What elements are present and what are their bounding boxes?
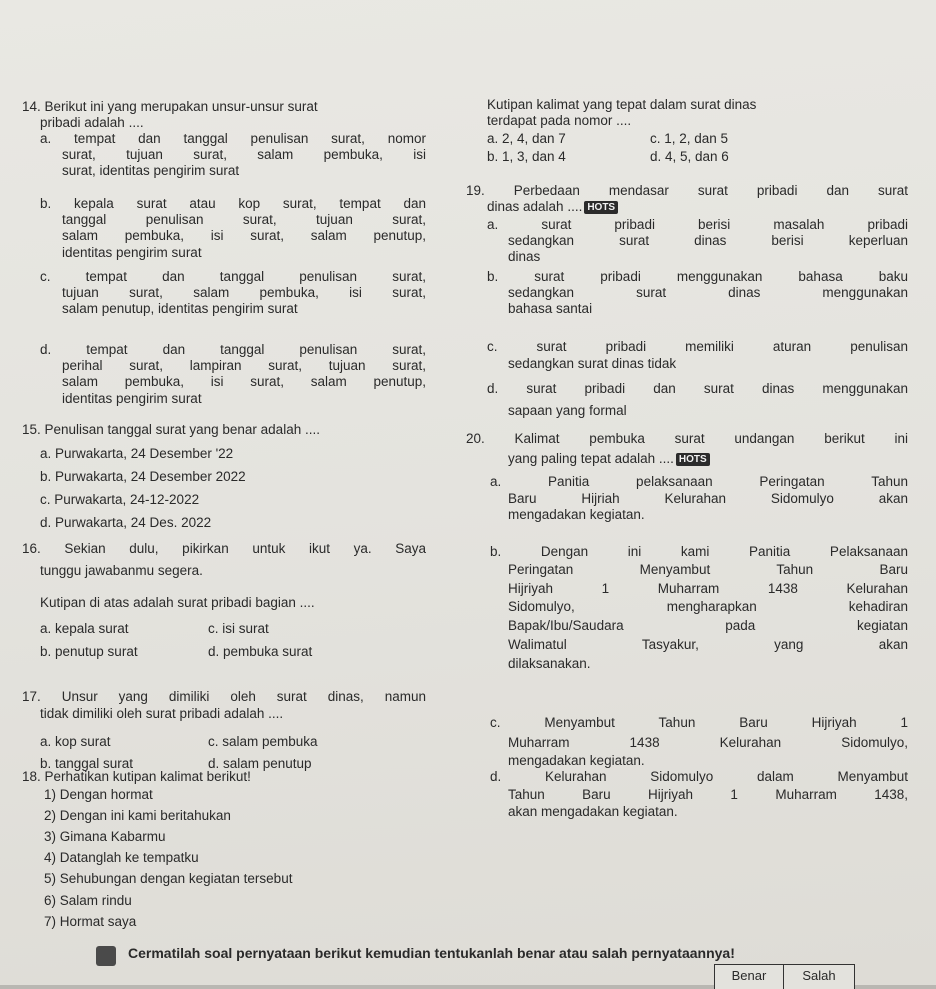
q18-option-c: c. 1, 2, dan 5	[650, 131, 729, 146]
q14-option-a-cont: surat, tujuan surat, salam pembuka, isi surat, identitas pengirim surat	[62, 147, 426, 179]
section-number-badge	[96, 946, 116, 966]
q18-item-6: 6) Salam rindu	[44, 893, 132, 908]
q15-stem: 15. Penulisan tanggal surat yang benar adalah ....	[22, 422, 320, 437]
q14-option-a: a. tempat dan tanggal penulisan surat, nomor	[40, 131, 426, 146]
q18-item-4: 4) Datanglah ke tempatku	[44, 850, 199, 865]
q20-option-c-cont: Muharram 1438 Kelurahan Sidomulyo, mengadakan kegiatan.	[508, 735, 908, 768]
q20-stem-line2: yang paling tepat adalah .... HOTS	[508, 451, 710, 467]
q15-option-d: d. Purwakarta, 24 Des. 2022	[40, 515, 212, 530]
q18-item-1: 1) Dengan hormat	[44, 787, 153, 802]
hots-badge: HOTS	[676, 453, 710, 466]
q20-option-a-cont: Baru Hijriah Kelurahan Sidomulyo akan mengadakan kegiatan.	[508, 491, 908, 523]
hots-badge: HOTS	[584, 201, 618, 214]
q20-stem: 20. Kalimat pembuka surat undangan berikut ini	[466, 431, 908, 446]
q14-stem-line1: 14. Berikut ini yang merupakan unsur-unsur surat	[22, 99, 318, 114]
q16-prompt: Kutipan di atas adalah surat pribadi bagian ....	[40, 595, 315, 610]
q19-stem-line2: dinas adalah .... HOTS	[487, 199, 618, 215]
q14-option-d-cont: perihal surat, lampiran surat, tujuan surat, salam pembuka, isi surat, salam penutup, identitas pengirim surat	[62, 358, 426, 406]
q15-option-a: a. Purwakarta, 24 Desember '22	[40, 446, 234, 461]
q17-option-b: b. tanggal surat	[40, 756, 134, 771]
q17-option-d: d. salam penutup	[208, 756, 312, 771]
q14-option-c: c. tempat dan tanggal penulisan surat,	[40, 269, 426, 284]
section-instruction: Cermatilah soal pernyataan berikut kemudian tentukanlah benar atau salah pernyataannya!	[128, 945, 735, 961]
q17-option-a: a. kop surat	[40, 734, 111, 749]
q19-option-b: b. surat pribadi menggunakan bahasa baku	[487, 269, 908, 284]
q19-option-c-cont: sedangkan surat dinas tidak	[508, 356, 677, 371]
answer-table-header	[714, 964, 855, 989]
q18-option-a: a. 2, 4, dan 7	[487, 131, 566, 146]
q19-option-d-cont: sapaan yang formal	[508, 403, 627, 418]
q18-option-d: d. 4, 5, dan 6	[650, 149, 729, 164]
q20-option-b-cont: Peringatan Menyambut Tahun Baru Hijriyah 1 Muharram 1438 Kelurahan Sidomulyo, mengharapkan kehadiran Bapak/Ibu/Saudara pada kegiatan Walimatul Tasyakur, yang akan dilaksanakan.	[508, 562, 908, 671]
q16-option-a: a. kepala surat	[40, 621, 129, 636]
q19-option-b-cont: sedangkan surat dinas menggunakan bahasa santai	[508, 285, 908, 317]
q18-item-5: 5) Sehubungan dengan kegiatan tersebut	[44, 871, 293, 886]
q19-stem: 19. Perbedaan mendasar surat pribadi dan surat	[466, 183, 908, 198]
q18-cont-line1: Kutipan kalimat yang tepat dalam surat dinas	[487, 97, 757, 112]
q17-stem: 17. Unsur yang dimiliki oleh surat dinas, namun	[22, 689, 426, 704]
q14-stem-line2: pribadi adalah ....	[40, 115, 144, 130]
q14-option-d: d. tempat dan tanggal penulisan surat,	[40, 342, 426, 357]
q18-item-7: 7) Hormat saya	[44, 914, 137, 929]
q15-option-b: b. Purwakarta, 24 Desember 2022	[40, 469, 246, 484]
q16-option-c: c. isi surat	[208, 621, 269, 636]
q19-option-a: a. surat pribadi berisi masalah pribadi	[487, 217, 908, 232]
q16-option-b: b. penutup surat	[40, 644, 138, 659]
q14-option-c-cont: tujuan surat, salam pembuka, isi surat, salam penutup, identitas pengirim surat	[62, 285, 426, 317]
q20-option-d-cont: Tahun Baru Hijriyah 1 Muharram 1438, akan mengadakan kegiatan.	[508, 787, 908, 819]
q19-option-c: c. surat pribadi memiliki aturan penulisan	[487, 339, 908, 354]
q16-stem: 16. Sekian dulu, pikirkan untuk ikut ya. Saya	[22, 541, 426, 556]
q17-option-c: c. salam pembuka	[208, 734, 318, 749]
q18-stem: 18. Perhatikan kutipan kalimat berikut!	[22, 769, 251, 784]
q16-stem-line2: tunggu jawabanmu segera.	[40, 563, 203, 578]
q20-option-d: d. Kelurahan Sidomulyo dalam Menyambut	[490, 769, 908, 784]
column-salah: Salah	[802, 968, 836, 983]
q14-option-b: b. kepala surat atau kop surat, tempat dan	[40, 196, 426, 211]
q19-option-d: d. surat pribadi dan surat dinas menggunakan	[487, 381, 908, 396]
q20-option-c: c. Menyambut Tahun Baru Hijriyah 1	[490, 715, 908, 730]
q20-option-b: b. Dengan ini kami Panitia Pelaksanaan	[490, 544, 908, 559]
q15-option-c: c. Purwakarta, 24-12-2022	[40, 492, 200, 507]
q19-option-a-cont: sedangkan surat dinas berisi keperluan dinas	[508, 233, 908, 265]
q18-option-b: b. 1, 3, dan 4	[487, 149, 566, 164]
column-benar: Benar	[715, 965, 784, 989]
q20-option-a: a. Panitia pelaksanaan Peringatan Tahun	[490, 474, 908, 489]
q18-item-3: 3) Gimana Kabarmu	[44, 829, 166, 844]
q16-option-d: d. pembuka surat	[208, 644, 313, 659]
q18-cont-line2: terdapat pada nomor ....	[487, 113, 632, 128]
q18-item-2: 2) Dengan ini kami beritahukan	[44, 808, 231, 823]
q14-option-b-cont: tanggal penulisan surat, tujuan surat, salam pembuka, isi surat, salam penutup, identitas pengirim surat	[62, 212, 426, 260]
q17-stem-line2: tidak dimiliki oleh surat pribadi adalah ....	[40, 706, 284, 721]
